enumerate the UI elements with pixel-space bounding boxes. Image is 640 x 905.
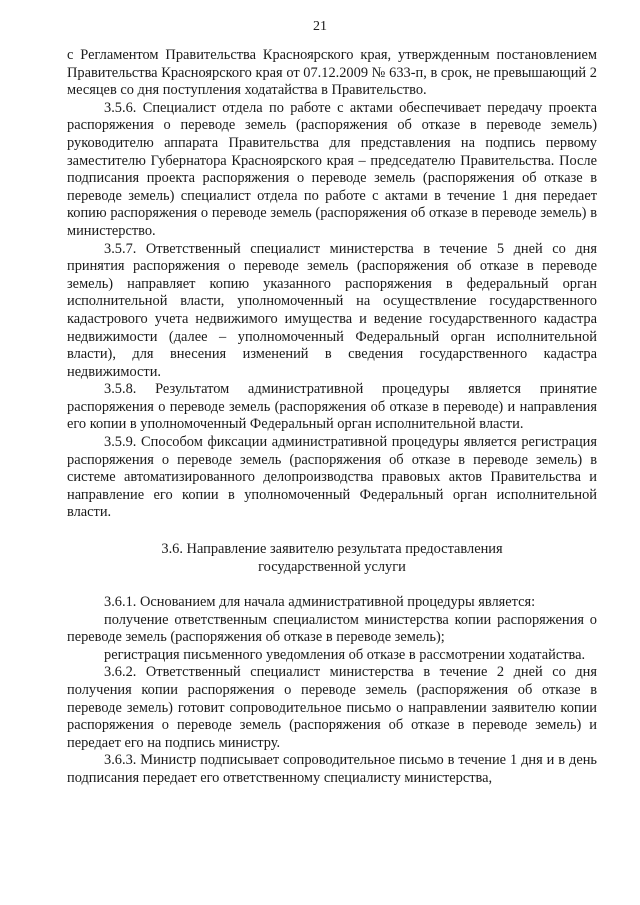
document-body [67, 47, 597, 788]
paragraph-continuation: с Регламентом Правительства Красноярского края, утвержденным постановлением Правительства Красноярского края от 07.12.2009 № 633-п, в срок, не превышающий 2 месяцев со дня поступления ходатайства в Правительство. [67, 47, 597, 99]
section-heading-line-1: 3.6. Направление заявителю результата предоставления [161, 541, 503, 558]
section-heading-line-2: государственной услуги [258, 559, 406, 576]
paragraph-3-5-9: 3.5.9. Способом фиксации административной процедуры является регистрация распоряжения о переводе земель (распоряжения об отказе в переводе земель) в системе автоматизированного делопроизводства правовых актов Правительства и направление его копии в уполномоченный Федеральный орган исполнительной власти. [67, 434, 597, 521]
paragraph-3-5-7: 3.5.7. Ответственный специалист министерства в течение 5 дней со дня принятия распоряжения о переводе земель (распоряжения об отказе в переводе земель) направляет копию указанного распоряжения в федеральный орган исполнительной власти, уполномоченный на осуществление государственного кадастрового учета недвижимого имущества и ведение государственного кадастра недвижимости (далее – уполномоченный Федеральный орган исполнительной власти), для внесения изменений в сведения государственного кадастра недвижимости. [67, 240, 597, 380]
page-number: 21 [313, 19, 327, 34]
paragraph-3-6-2: 3.6.2. Ответственный специалист министерства в течение 2 дней со дня получения копии распоряжения о переводе земель (распоряжения об отказе в переводе земель) готовит сопроводительное письмо о направлении заявителю копии распоряжения о переводе земель (распоряжения об отказе в переводе земель) и передает его на подпись министру. [67, 664, 597, 751]
paragraph-3-6-1: 3.6.1. Основанием для начала административной процедуры является: [104, 594, 536, 611]
paragraph-3-5-8: 3.5.8. Результатом административной процедуры является принятие распоряжения о переводе земель (распоряжения об отказе в переводе) и направления его копии в уполномоченный Федеральный орган исполнительной власти. [67, 381, 597, 433]
paragraph-3-6-1-item-a: получение ответственным специалистом министерства копии распоряжения о переводе земель (распоряжения об отказе в переводе земель); [67, 611, 597, 646]
paragraph-3-6-3: 3.6.3. Министр подписывает сопроводительное письмо в течение 1 дня и в день подписания передает его ответственному специалисту министерства, [67, 752, 597, 786]
paragraph-3-6-1-item-b: регистрация письменного уведомления об отказе в рассмотрении ходатайства. [104, 646, 586, 663]
paragraph-3-5-6: 3.5.6. Специалист отдела по работе с актами обеспечивает передачу проекта распоряжения о переводе земель (распоряжения об отказе в переводе земель) руководителю аппарата Правительства для представления на подпись первому заместителю Губернатора Красноярского края – председателю Правительства. После подписания проекта распоряжения о переводе земель (распоряжения об отказе в переводе земель) специалист отдела по работе с актами в течение 1 дня передает копию распоряжения о переводе земель (распоряжения об отказе в переводе земель) в министерство. [67, 99, 597, 239]
section-heading-3-6 [67, 540, 597, 576]
